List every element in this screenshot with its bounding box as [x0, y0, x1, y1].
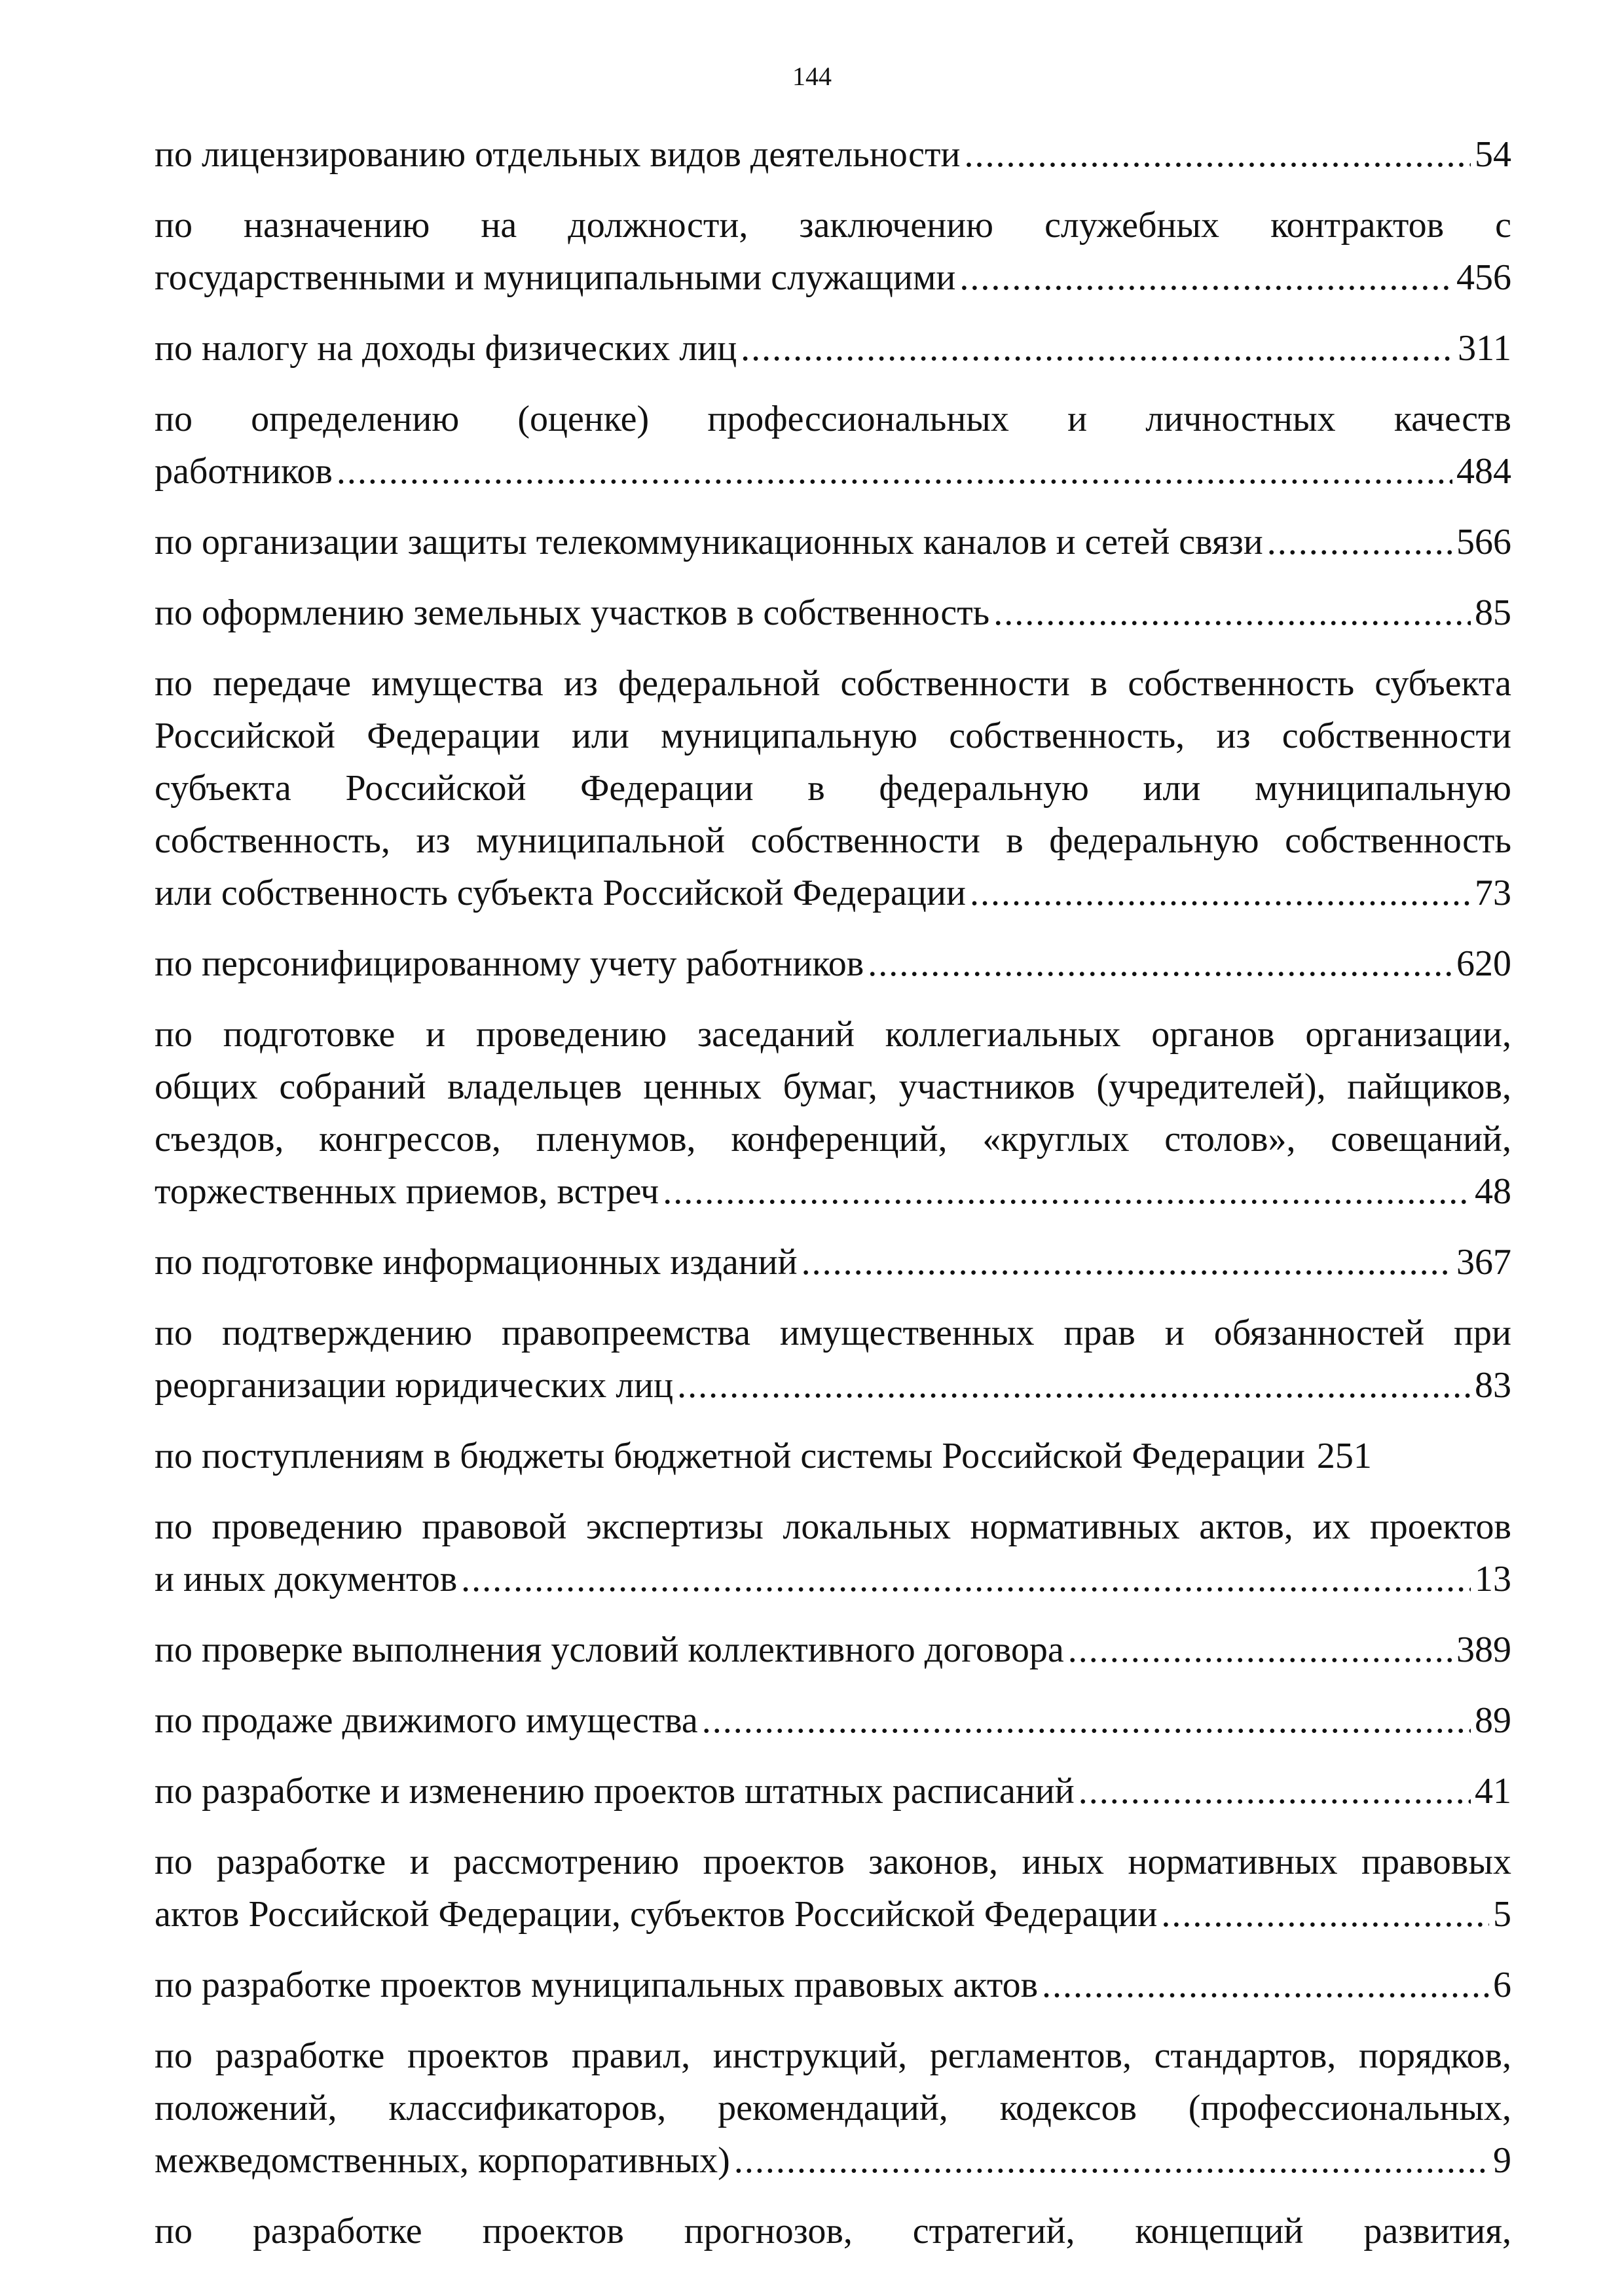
- dot-leader: [337, 445, 1452, 498]
- index-entry: [155, 938, 1511, 990]
- entry-line: по передаче имущества из федеральной собственности в собственность субъекта: [155, 663, 1511, 704]
- entry-line: субъекта Российской Федерации в федеральную или муниципальную: [155, 768, 1511, 809]
- entry-text: по оформлению земельных участков в собственность: [155, 592, 990, 633]
- index-entry: [155, 1307, 1511, 1412]
- entry-last-line: [155, 1694, 1511, 1747]
- index-entry: [155, 128, 1511, 181]
- index-entry: [155, 1694, 1511, 1747]
- entry-last-line: [155, 516, 1511, 568]
- dot-leader: [741, 322, 1454, 374]
- entry-page-number: 367: [1456, 1242, 1511, 1283]
- entry-last-line: [155, 1165, 1511, 1218]
- dot-leader: [677, 1359, 1471, 1412]
- entry-page-number: 566: [1456, 522, 1511, 562]
- entry-text: и иных документов: [155, 1559, 458, 1599]
- entry-page-number: 456: [1456, 257, 1511, 298]
- index-entry: [155, 393, 1511, 498]
- entry-text: по поступлениям в бюджеты бюджетной системы Российской Федерации: [155, 1436, 1305, 1476]
- entry-line: по разработке и рассмотрению проектов законов, иных нормативных правовых: [155, 1842, 1511, 1882]
- entry-page-number: 251: [1316, 1436, 1372, 1476]
- entry-page-number: 5: [1493, 1894, 1511, 1935]
- entry-page-number: 41: [1475, 1771, 1511, 1812]
- entry-line: общих собраний владельцев ценных бумаг, участников (учредителей), пайщиков,: [155, 1066, 1511, 1107]
- dot-leader: [702, 1694, 1471, 1747]
- index-entry: [155, 1765, 1511, 1817]
- entry-last-line: [155, 587, 1511, 639]
- dot-leader: [1079, 1765, 1471, 1817]
- entry-page-number: 311: [1458, 328, 1511, 369]
- entry-line: положений, классификаторов, рекомендаций, кодексов (профессиональных,: [155, 2088, 1511, 2128]
- dot-leader: [1068, 1624, 1452, 1676]
- dot-leader: [970, 867, 1471, 919]
- dot-leader: [993, 587, 1471, 639]
- entry-page-number: 9: [1493, 2140, 1511, 2181]
- index-entry: [155, 1008, 1511, 1218]
- entry-line: собственность, из муниципальной собственности в федеральную собственность: [155, 820, 1511, 861]
- entry-line: по разработке проектов прогнозов, стратегий, концепций развития,: [155, 2211, 1511, 2251]
- dot-leader: [1267, 516, 1452, 568]
- entry-last-line: [155, 1236, 1511, 1288]
- entry-text: актов Российской Федерации, субъектов Российской Федерации: [155, 1894, 1158, 1935]
- entry-last-line: [155, 938, 1511, 990]
- entry-last-line: [155, 1765, 1511, 1817]
- index-entry: [155, 199, 1511, 304]
- entry-last-line: [155, 1624, 1511, 1676]
- entry-last-line: [155, 1553, 1511, 1605]
- entry-last-line: [155, 867, 1511, 919]
- entry-page-number: 73: [1475, 873, 1511, 913]
- index-entry: [155, 657, 1511, 919]
- entry-line: по подтверждению правопреемства имущественных прав и обязанностей при: [155, 1313, 1511, 1353]
- entry-line: съездов, конгрессов, пленумов, конференций, «круглых столов», совещаний,: [155, 1119, 1511, 1159]
- entry-text: по персонифицированному учету работников: [155, 943, 864, 984]
- entry-page-number: 389: [1456, 1630, 1511, 1670]
- entry-text: по подготовке информационных изданий: [155, 1242, 798, 1283]
- dot-leader: [802, 1236, 1452, 1288]
- entry-page-number: 620: [1456, 943, 1511, 984]
- entry-text: государственными и муниципальными служащими: [155, 257, 956, 298]
- index-entry: [155, 2205, 1511, 2257]
- entry-text: по лицензированию отдельных видов деятельности: [155, 134, 961, 175]
- dot-leader: [663, 1165, 1471, 1218]
- dot-leader: [461, 1553, 1471, 1605]
- entry-text: по налогу на доходы физических лиц: [155, 328, 737, 369]
- index-entry: [155, 587, 1511, 639]
- entry-last-line: [155, 1430, 1511, 1482]
- entry-text: межведомственных, корпоративных): [155, 2140, 730, 2181]
- index-entry: [155, 1430, 1511, 1482]
- entry-last-line: [155, 1959, 1511, 2011]
- entry-page-number: 89: [1475, 1700, 1511, 1741]
- index-entry: [155, 516, 1511, 568]
- entry-last-line: [155, 322, 1511, 374]
- dot-leader: [868, 938, 1452, 990]
- index-entry: [155, 2030, 1511, 2187]
- entry-last-line: [155, 1359, 1511, 1412]
- entry-text: работников: [155, 451, 333, 492]
- entry-line: Российской Федерации или муниципальную собственность, из собственности: [155, 716, 1511, 756]
- dot-leader: [734, 2134, 1489, 2187]
- entry-text: по проверке выполнения условий коллективного договора: [155, 1630, 1064, 1670]
- entry-text: или собственность субъекта Российской Федерации: [155, 873, 966, 913]
- dot-leader: [1161, 1888, 1489, 1941]
- entry-line: по подготовке и проведению заседаний коллегиальных органов организации,: [155, 1014, 1511, 1055]
- entry-page-number: 484: [1456, 451, 1511, 492]
- entry-line: по назначению на должности, заключению служебных контрактов с: [155, 205, 1511, 246]
- entry-text: по разработке и изменению проектов штатных расписаний: [155, 1771, 1075, 1812]
- index-entry: [155, 1959, 1511, 2011]
- entry-page-number: 6: [1493, 1965, 1511, 2005]
- entry-text: по организации защиты телекоммуникационных каналов и сетей связи: [155, 522, 1263, 562]
- entry-text: по разработке проектов муниципальных правовых актов: [155, 1965, 1039, 2005]
- entry-page-number: 48: [1475, 1171, 1511, 1212]
- index-entry: [155, 322, 1511, 374]
- entry-last-line: [155, 128, 1511, 181]
- index-entry: [155, 1501, 1511, 1605]
- entry-last-line: [155, 445, 1511, 498]
- entry-last-line: [155, 251, 1511, 304]
- entry-page-number: 83: [1475, 1365, 1511, 1406]
- entry-page-number: 54: [1475, 134, 1511, 175]
- index-entry: [155, 1624, 1511, 1676]
- entry-line: по проведению правовой экспертизы локальных нормативных актов, их проектов: [155, 1506, 1511, 1547]
- dot-leader: [1042, 1959, 1489, 2011]
- entry-line: по разработке проектов правил, инструкций, регламентов, стандартов, порядков,: [155, 2035, 1511, 2076]
- index-entry: [155, 1236, 1511, 1288]
- page-number: 144: [792, 62, 832, 91]
- index-entry: [155, 1836, 1511, 1941]
- index-entries: [155, 128, 1511, 2276]
- entry-last-line: [155, 1888, 1511, 1941]
- entry-text: реорганизации юридических лиц: [155, 1365, 674, 1406]
- dot-leader: [959, 251, 1452, 304]
- entry-page-number: 85: [1475, 592, 1511, 633]
- entry-text: торжественных приемов, встреч: [155, 1171, 659, 1212]
- entry-page-number: 13: [1475, 1559, 1511, 1599]
- entry-last-line: [155, 2134, 1511, 2187]
- entry-line: по определению (оценке) профессиональных и личностных качеств: [155, 399, 1511, 439]
- dot-leader: [964, 128, 1471, 181]
- entry-text: по продаже движимого имущества: [155, 1700, 698, 1741]
